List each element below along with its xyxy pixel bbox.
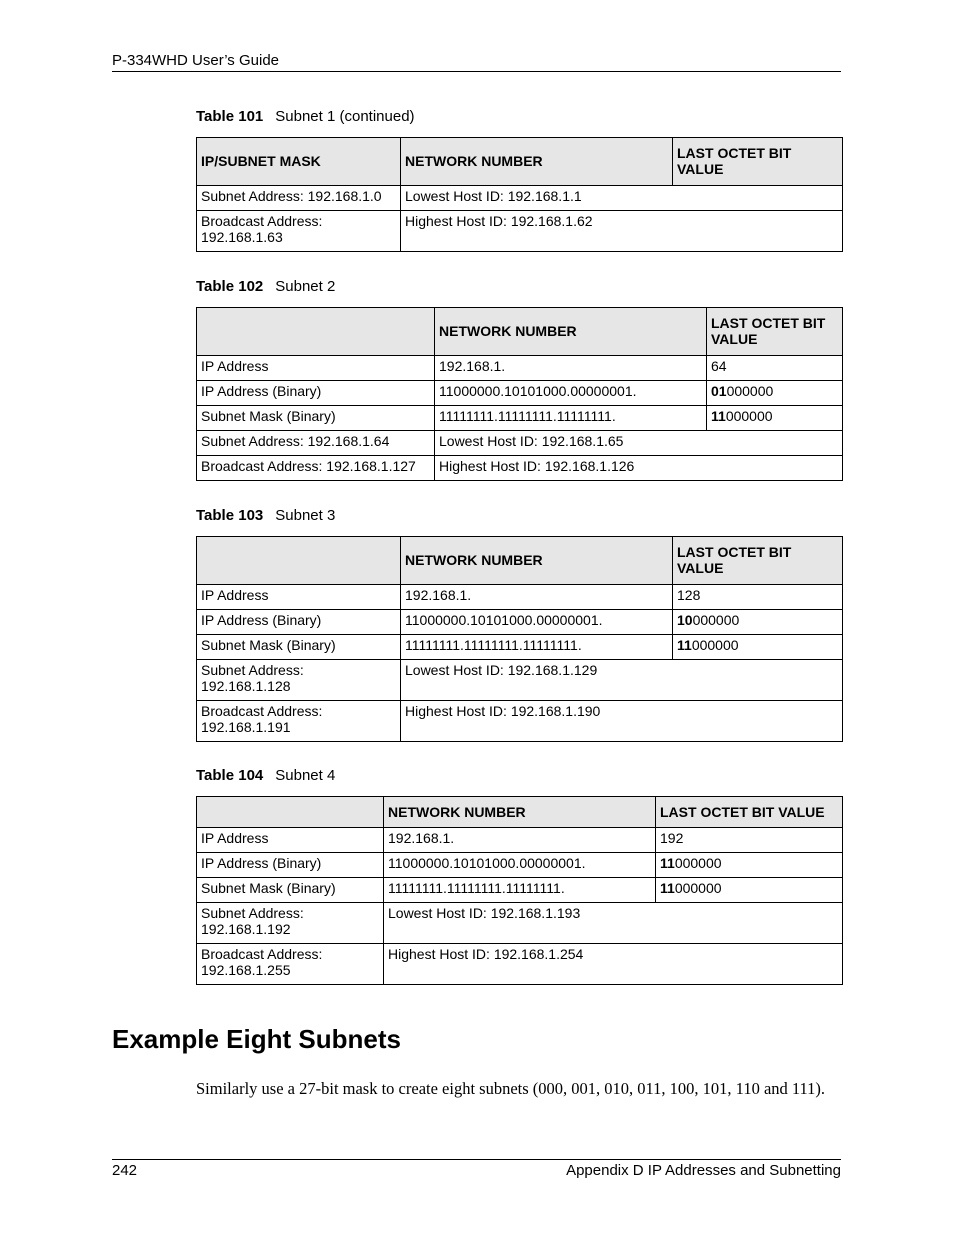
table-row [197,660,843,701]
bit-value-bold: 11 [660,880,675,896]
table-104 [196,796,843,985]
row-value: Lowest Host ID: 192.168.1.65 [435,431,843,456]
table-101-caption [196,108,415,125]
table-row [197,828,843,853]
column-header: LAST OCTET BIT VALUE [656,797,843,828]
bit-value-cell [673,610,843,635]
bit-value-bold: 11 [660,855,675,871]
row-label: Subnet Mask (Binary) [197,878,384,903]
table-102-number: Table 102 [196,278,264,295]
row-label: Subnet Mask (Binary) [197,635,401,660]
bit-value-cell [673,635,843,660]
bit-value-cell [707,406,843,431]
bit-value-bold: 10 [677,612,693,628]
table-row [197,431,843,456]
table-103-title: Subnet 3 [275,507,336,524]
column-header [197,537,401,585]
column-header: NETWORK NUMBER [401,537,673,585]
table-101-number: Table 101 [196,108,264,125]
table-header-row [197,797,843,828]
network-number-cell: 11000000.10101000.00000001. [384,853,656,878]
table-104-number: Table 104 [196,767,264,784]
body-paragraph: Similarly use a 27-bit mask to create eight subnets (000, 001, 010, 011, 100, 101, 110 and 111). [196,1079,826,1098]
table-row [197,381,843,406]
row-label: IP Address [197,828,384,853]
table-row [197,406,843,431]
bit-value-bold: 01 [711,383,727,399]
page-header-title: P-334WHD User’s Guide [112,52,279,69]
row-label: Subnet Mask (Binary) [197,406,435,431]
bit-value-rest: 128 [677,587,701,603]
row-label: IP Address (Binary) [197,853,384,878]
bit-value-cell [673,585,843,610]
network-number-cell: 192.168.1. [401,585,673,610]
row-label: Broadcast Address: 192.168.1.191 [197,701,401,742]
table-101 [196,137,843,252]
row-label: Broadcast Address: 192.168.1.127 [197,456,435,481]
table-101-title: Subnet 1 (continued) [275,108,415,125]
column-header: LAST OCTET BIT VALUE [673,537,843,585]
bit-value-rest: 000000 [726,383,774,399]
row-value: Highest Host ID: 192.168.1.190 [401,701,843,742]
bit-value-rest: 64 [711,358,727,374]
column-header [197,308,435,356]
table-row [197,211,843,252]
bit-value-bold: 11 [677,637,692,653]
network-number-cell: 192.168.1. [435,356,707,381]
table-row [197,456,843,481]
row-label: Subnet Address: 192.168.1.128 [197,660,401,701]
table-row [197,635,843,660]
bit-value-cell [707,381,843,406]
bit-value-rest: 000000 [674,855,722,871]
bit-value-rest: 000000 [725,408,773,424]
network-number-cell: 11111111.11111111.11111111. [384,878,656,903]
row-label: Broadcast Address: 192.168.1.63 [197,211,401,252]
table-102-caption [196,278,335,295]
row-label: Subnet Address: 192.168.1.0 [197,186,401,211]
network-number-cell: 11000000.10101000.00000001. [401,610,673,635]
table-103 [196,536,843,742]
table-row [197,878,843,903]
network-number-cell: 11000000.10101000.00000001. [435,381,707,406]
bit-value-rest: 000000 [692,612,740,628]
table-header-row [197,308,843,356]
table-103-number: Table 103 [196,507,264,524]
table-row [197,610,843,635]
row-label: IP Address (Binary) [197,381,435,406]
row-value: Lowest Host ID: 192.168.1.193 [384,903,843,944]
table-102 [196,307,843,481]
table-row [197,585,843,610]
bit-value-cell [707,356,843,381]
row-label: IP Address (Binary) [197,610,401,635]
table-104-title: Subnet 4 [275,767,336,784]
row-label: Subnet Address: 192.168.1.192 [197,903,384,944]
bit-value-rest: 000000 [691,637,739,653]
row-label: IP Address [197,585,401,610]
row-label: Subnet Address: 192.168.1.64 [197,431,435,456]
bit-value-bold: 11 [711,408,726,424]
table-102-title: Subnet 2 [275,278,336,295]
table-103-caption [196,507,335,524]
header-rule [112,71,841,72]
table-104-caption [196,767,335,784]
table-row [197,944,843,985]
table-row [197,853,843,878]
bit-value-rest: 000000 [674,880,722,896]
column-header: LAST OCTET BIT VALUE [673,138,843,186]
row-label: IP Address [197,356,435,381]
network-number-cell: 11111111.11111111.11111111. [435,406,707,431]
table-row [197,186,843,211]
footer-rule [112,1159,841,1160]
network-number-cell: 11111111.11111111.11111111. [401,635,673,660]
column-header: NETWORK NUMBER [401,138,673,186]
row-value: Highest Host ID: 192.168.1.126 [435,456,843,481]
section-heading: Example Eight Subnets [112,1024,401,1054]
bit-value-cell [656,853,843,878]
page-number: 242 [112,1162,138,1179]
network-number-cell: 192.168.1. [384,828,656,853]
row-label: Broadcast Address: 192.168.1.255 [197,944,384,985]
row-value: Lowest Host ID: 192.168.1.1 [401,186,843,211]
table-header-row [197,537,843,585]
table-header-row [197,138,843,186]
column-header: LAST OCTET BIT VALUE [707,308,843,356]
bit-value-rest: 192 [660,830,684,846]
row-value: Highest Host ID: 192.168.1.254 [384,944,843,985]
row-value: Lowest Host ID: 192.168.1.129 [401,660,843,701]
table-row [197,356,843,381]
column-header: NETWORK NUMBER [384,797,656,828]
column-header: NETWORK NUMBER [435,308,707,356]
row-value: Highest Host ID: 192.168.1.62 [401,211,843,252]
column-header: IP/SUBNET MASK [197,138,401,186]
table-row [197,903,843,944]
bit-value-cell [656,878,843,903]
column-header [197,797,384,828]
bit-value-cell [656,828,843,853]
table-row [197,701,843,742]
footer-section-title: Appendix D IP Addresses and Subnetting [566,1162,841,1179]
